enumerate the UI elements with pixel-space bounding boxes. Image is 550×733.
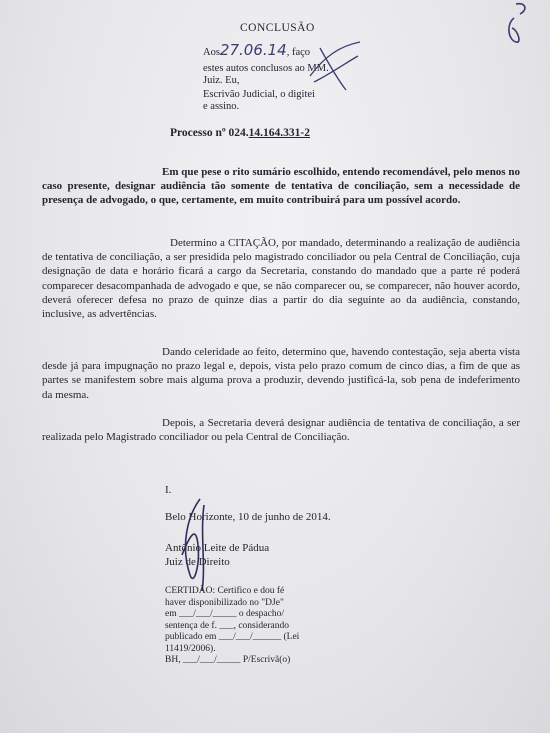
conclusion-line-2: estes autos conclusos ao MM. <box>203 63 329 74</box>
handwritten-date: 27.06.14 <box>219 41 287 59</box>
paragraph-contestation <box>42 345 520 402</box>
process-label: Processo nº 024. <box>170 127 249 139</box>
paragraph-citation <box>42 236 520 321</box>
certificate-line-4: sentença de f. ___, considerando <box>165 620 289 631</box>
certificate-line-6: 11419/2006). <box>165 643 216 654</box>
judge-signature <box>160 495 240 595</box>
judge-title: Juiz de Direito <box>165 556 230 568</box>
paragraph-secretaria <box>42 416 520 444</box>
conclusion-line-5: e assino. <box>203 101 240 112</box>
certificate-line-7: BH, ___/___/_____ P/Escrivã(o) <box>165 655 291 665</box>
clerk-signature <box>300 36 370 96</box>
conclusion-suffix: , faço <box>286 47 311 58</box>
place-date: Belo Horizonte, 10 de junho de 2014. <box>165 511 331 523</box>
paragraph-citation-text: Determino a CITAÇÃO, por mandado, determinando a realização de audiência de tentativa de conciliação, a ser presidida pelo magistrado conciliador ou pela Central de Conciliação, cuja designação de data e horário ficará a cargo da Secretaria, constando do mandado que a parte ré poderá comparecer desacompanhada de advogado e que, se não comparecer ou, se comparecer, não houver acordo, deverá oferecer defesa no prazo de quinze dias a partir do dia seguinte ao da audiência, constando, inclusive, as advertências. <box>42 237 520 321</box>
conclusion-title: CONCLUSÃO <box>240 22 315 34</box>
judge-name: Antônio Leite de Pádua <box>165 542 270 554</box>
certificate-line-5: publicado em ___/___/______ (Lei <box>165 632 300 642</box>
certificate-line-3: em ___/___/_____ o despacho/ <box>165 609 284 619</box>
certificate-block <box>165 586 315 667</box>
paragraph-recommendation-text: Em que pese o rito sumário escolhido, entendo recomendável, pelo menos no caso presente, designar audiência tão somente de tentativa de conciliação, sem a necessidade de presença de advogado, o que, certamente, em muito contribuirá para um possível acordo. <box>42 166 520 207</box>
certificate-line-1: CERTIDÃO: Certifico e dou fé <box>165 586 285 596</box>
paragraph-secretaria-text: Depois, a Secretaria deverá designar audiência de tentativa de conciliação, a ser realizada pelo Magistrado conciliador ou pela Central de Conciliação. <box>42 417 520 444</box>
process-number <box>170 127 310 139</box>
page-number-scribble <box>496 0 536 50</box>
conclusion-line-1 <box>203 41 311 60</box>
intimation-mark: I. <box>165 484 172 496</box>
paragraph-recommendation <box>42 165 520 208</box>
conclusion-line-3: Juiz. Eu, <box>203 75 240 86</box>
certificate-line-2: haver disponibilizado no "DJe" <box>165 597 284 608</box>
conclusion-line-4: Escrivão Judicial, o digitei <box>203 89 315 100</box>
paragraph-contestation-text: Dando celeridade ao feito, determino que, havendo contestação, seja aberta vista desde já para impugnação no prazo legal e, depois, vista pelo prazo comum de cinco dias, a fim de que as partes se manifestem sobre mais alguma prova a produzir, devendo justificá-la, sob pena de indeferimento da mesma. <box>42 346 520 401</box>
conclusion-prefix: Aos <box>203 47 220 58</box>
process-id: 14.164.331-2 <box>248 127 310 139</box>
